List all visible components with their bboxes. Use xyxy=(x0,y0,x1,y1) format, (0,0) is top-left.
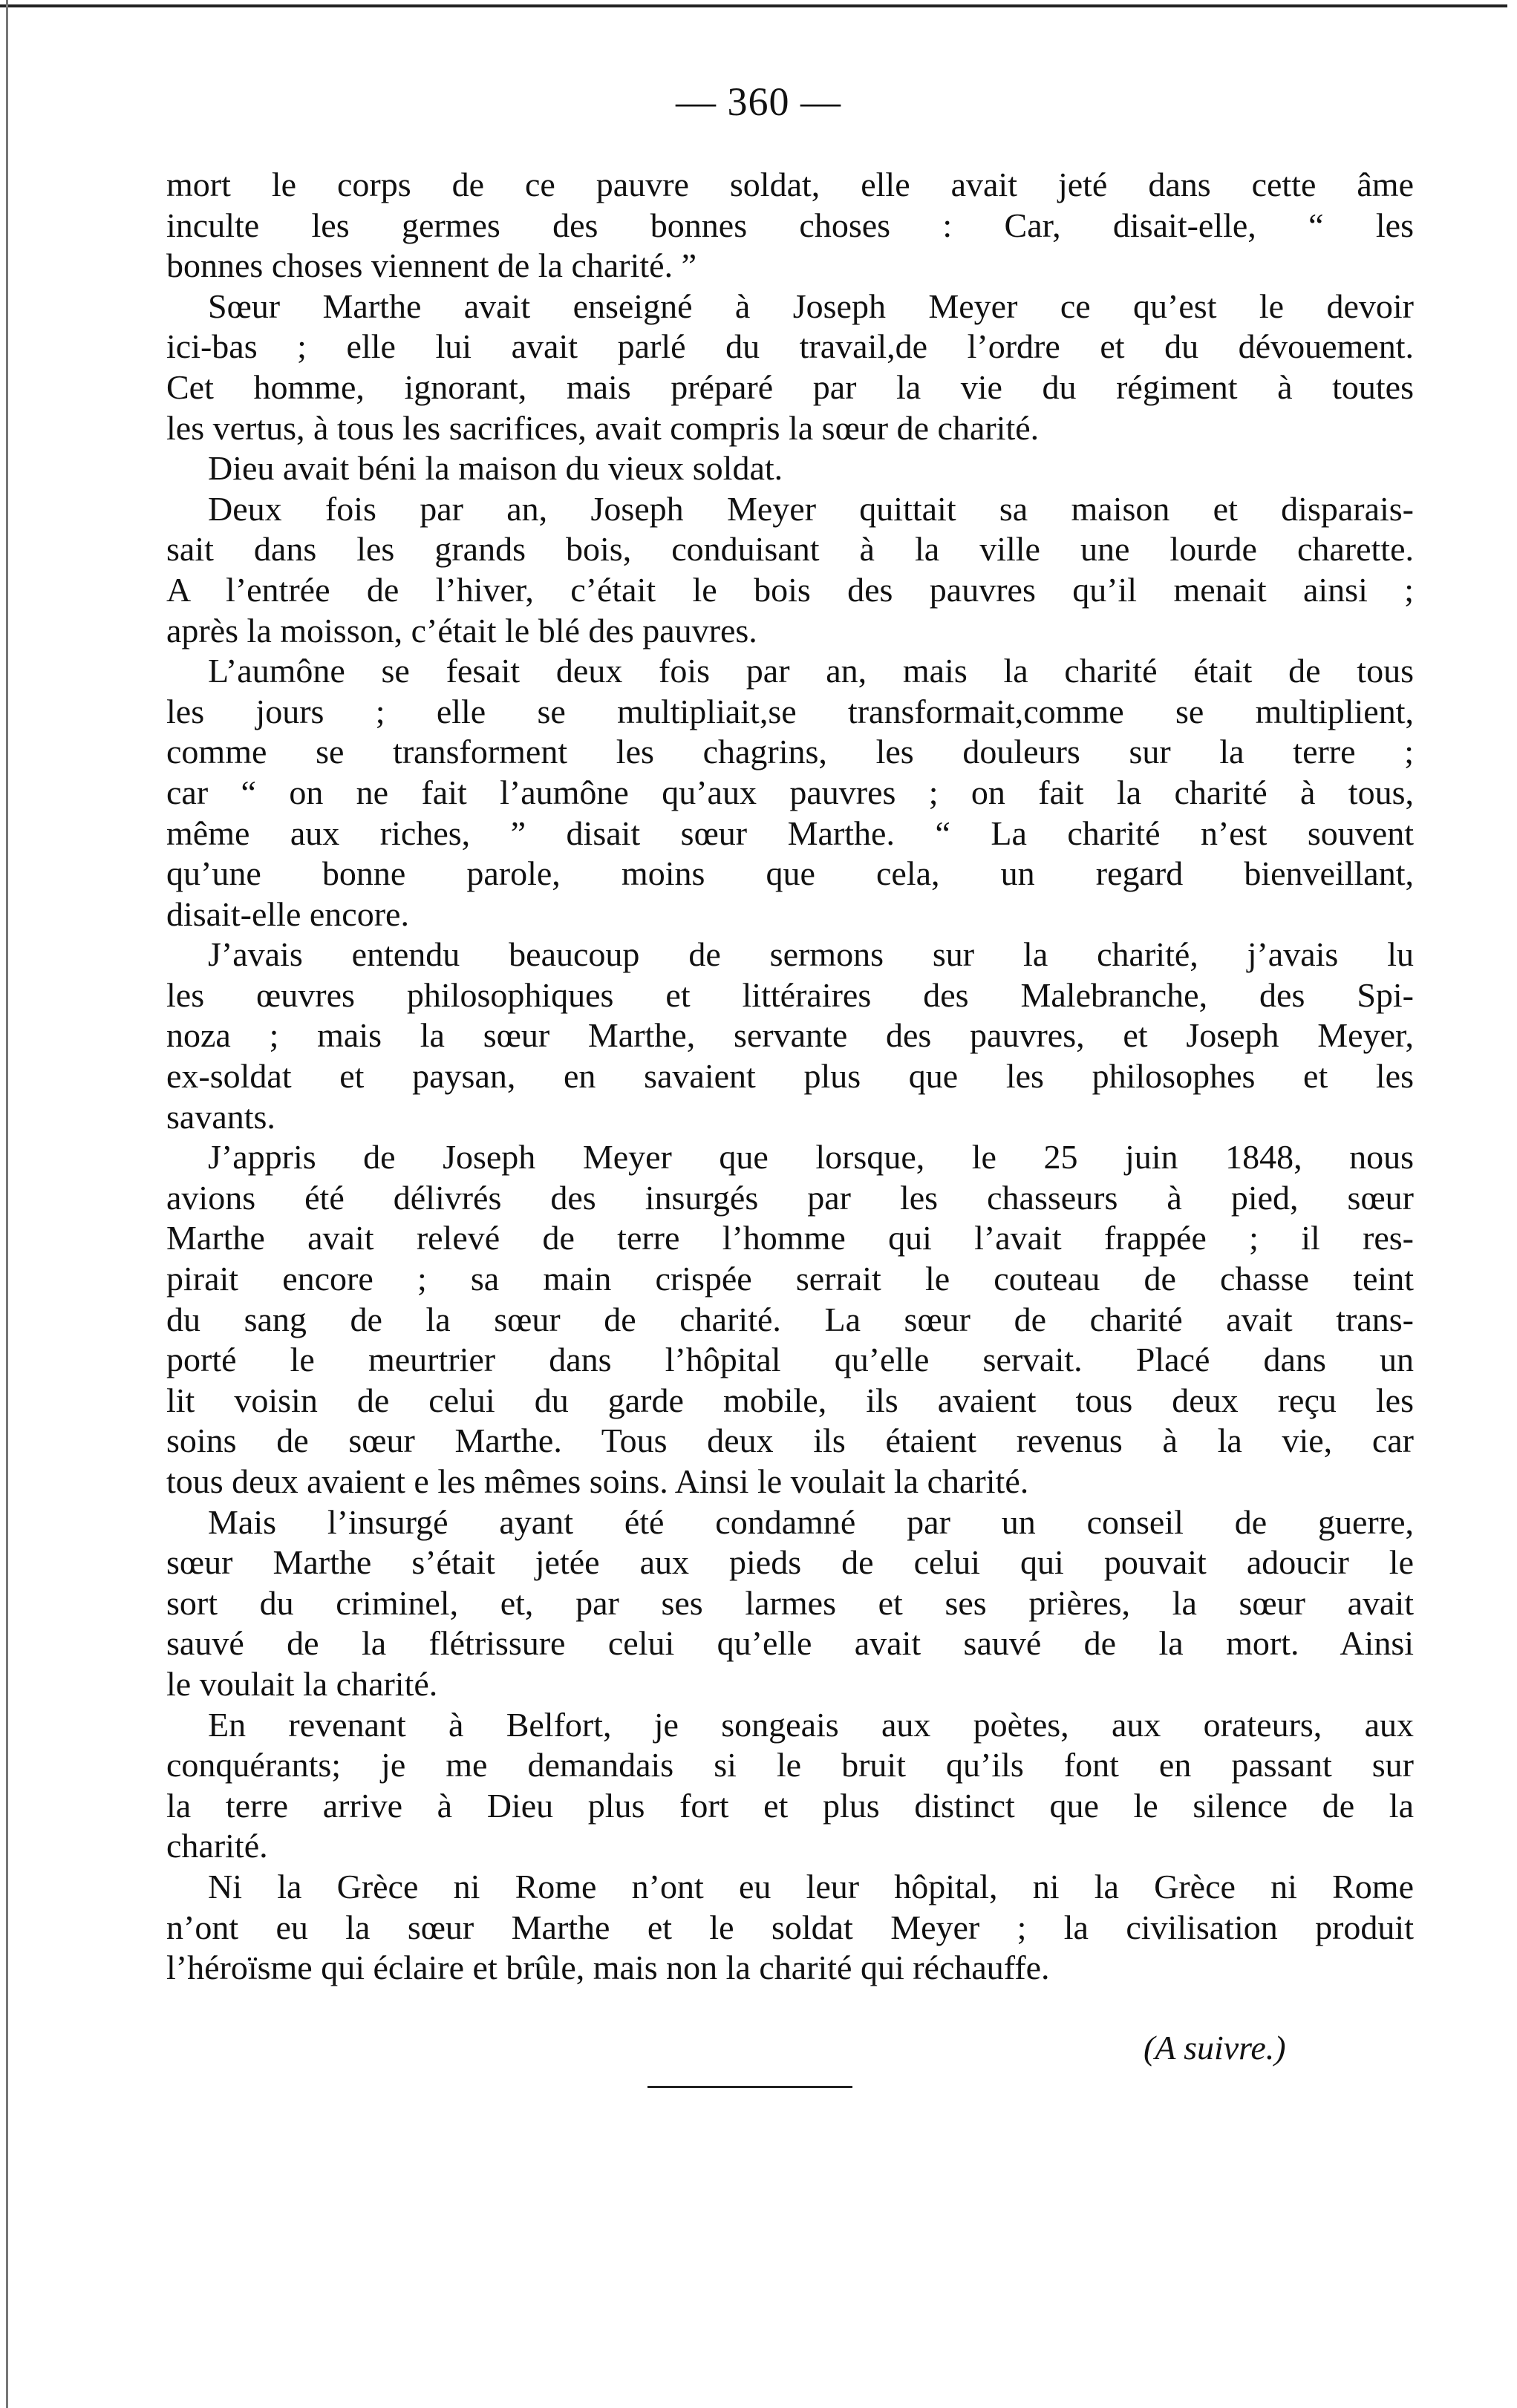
text-line: la terre arrive à Dieu plus fort et plus distinct que le silence de la xyxy=(166,1786,1414,1825)
text-line: ici-bas ; elle lui avait parlé du travail,de l’ordre et du dévouement. xyxy=(166,327,1414,366)
text-line: bonnes choses viennent de la charité. ” xyxy=(166,246,697,285)
text-line: Marthe avait relevé de terre l’homme qui l’avait frappée ; il res- xyxy=(166,1219,1414,1257)
text-line: charité. xyxy=(166,1827,268,1865)
text-line: n’ont eu la sœur Marthe et le soldat Meyer ; la civilisation produit xyxy=(166,1908,1414,1946)
text-line: L’aumône se fesait deux fois par an, mais la charité était de tous xyxy=(208,652,1414,690)
text-line: savants. xyxy=(166,1097,275,1136)
left-margin-rule xyxy=(6,0,8,2408)
text-line: Sœur Marthe avait enseigné à Joseph Meyer ce qu’est le devoir xyxy=(208,287,1414,325)
text-line: A l’entrée de l’hiver, c’était le bois des pauvres qu’il menait ainsi ; xyxy=(166,570,1414,609)
text-line: après la moisson, c’était le blé des pauvres. xyxy=(166,611,757,650)
body-text xyxy=(166,165,1414,1989)
text-line: avions été délivrés des insurgés par les chasseurs à pied, sœur xyxy=(166,1178,1414,1217)
text-line: Dieu avait béni la maison du vieux soldat. xyxy=(208,449,783,488)
text-line: lit voisin de celui du garde mobile, ils avaient tous deux reçu les xyxy=(166,1381,1414,1419)
text-line: ex-soldat et paysan, en savaient plus que les philosophes et les xyxy=(166,1057,1414,1096)
text-line: qu’une bonne parole, moins que cela, un regard bienveillant, xyxy=(166,854,1414,893)
text-line: même aux riches, ” disait sœur Marthe. “ La charité n’est souvent xyxy=(166,814,1414,852)
text-line: disait-elle encore. xyxy=(166,894,409,933)
text-line: pirait encore ; sa main crispée serrait le couteau de chasse teint xyxy=(166,1260,1414,1298)
page-number: — 360 — xyxy=(676,79,841,124)
text-line: Ni la Grèce ni Rome n’ont eu leur hôpital, ni la Grèce ni Rome xyxy=(208,1867,1414,1905)
text-line: Mais l’insurgé ayant été condamné par un conseil de guerre, xyxy=(208,1502,1414,1541)
to-be-continued-note: (A suivre.) xyxy=(1144,2029,1286,2067)
text-line: les œuvres philosophiques et littéraires des Malebranche, des Spi- xyxy=(166,975,1414,1014)
text-line: sait dans les grands bois, conduisant à la ville une lourde charette. xyxy=(166,530,1414,569)
text-line: En revenant à Belfort, je songeais aux poètes, aux orateurs, aux xyxy=(208,1705,1414,1744)
text-line: les jours ; elle se multipliait,se transformait,comme se multiplient, xyxy=(166,692,1414,730)
top-border-rule xyxy=(0,4,1507,7)
text-line: J’avais entendu beaucoup de sermons sur la charité, j’avais lu xyxy=(208,935,1414,974)
text-line: tous deux avaient e les mêmes soins. Ainsi le voulait la charité. xyxy=(166,1462,1029,1500)
text-line: noza ; mais la sœur Marthe, servante des pauvres, et Joseph Meyer, xyxy=(166,1016,1414,1055)
text-line: sœur Marthe s’était jetée aux pieds de celui qui pouvait adoucir le xyxy=(166,1543,1414,1582)
text-line: le voulait la charité. xyxy=(166,1664,438,1703)
closing-rule xyxy=(647,2086,852,2088)
text-line: comme se transforment les chagrins, les douleurs sur la terre ; xyxy=(166,733,1414,771)
text-line: sort du criminel, et, par ses larmes et ses prières, la sœur avait xyxy=(166,1583,1414,1622)
text-line: conquérants; je me demandais si le bruit qu’ils font en passant sur xyxy=(166,1746,1414,1784)
text-line: du sang de la sœur de charité. La sœur de charité avait trans- xyxy=(166,1300,1414,1338)
text-line: soins de sœur Marthe. Tous deux ils étaient revenus à la vie, car xyxy=(166,1421,1414,1460)
text-line: mort le corps de ce pauvre soldat, elle avait jeté dans cette âme xyxy=(166,166,1414,203)
text-line: Cet homme, ignorant, mais préparé par la vie du régiment à toutes xyxy=(166,367,1414,406)
text-line: car “ on ne fait l’aumône qu’aux pauvres ; on fait la charité à tous, xyxy=(166,773,1414,811)
text-line: inculte les germes des bonnes choses : Car, disait-elle, “ les xyxy=(166,206,1414,244)
text-line: Deux fois par an, Joseph Meyer quittait sa maison et disparais- xyxy=(208,489,1414,528)
text-line: les vertus, à tous les sacrifices, avait compris la sœur de charité. xyxy=(166,408,1040,447)
text-line: J’appris de Joseph Meyer que lorsque, le 25 juin 1848, nous xyxy=(208,1138,1414,1177)
text-line: sauvé de la flétrissure celui qu’elle avait sauvé de la mort. Ainsi xyxy=(166,1624,1414,1663)
text-line: porté le meurtrier dans l’hôpital qu’elle servait. Placé dans un xyxy=(166,1341,1414,1379)
text-line: l’héroïsme qui éclaire et brûle, mais non la charité qui réchauffe. xyxy=(166,1949,1050,1987)
